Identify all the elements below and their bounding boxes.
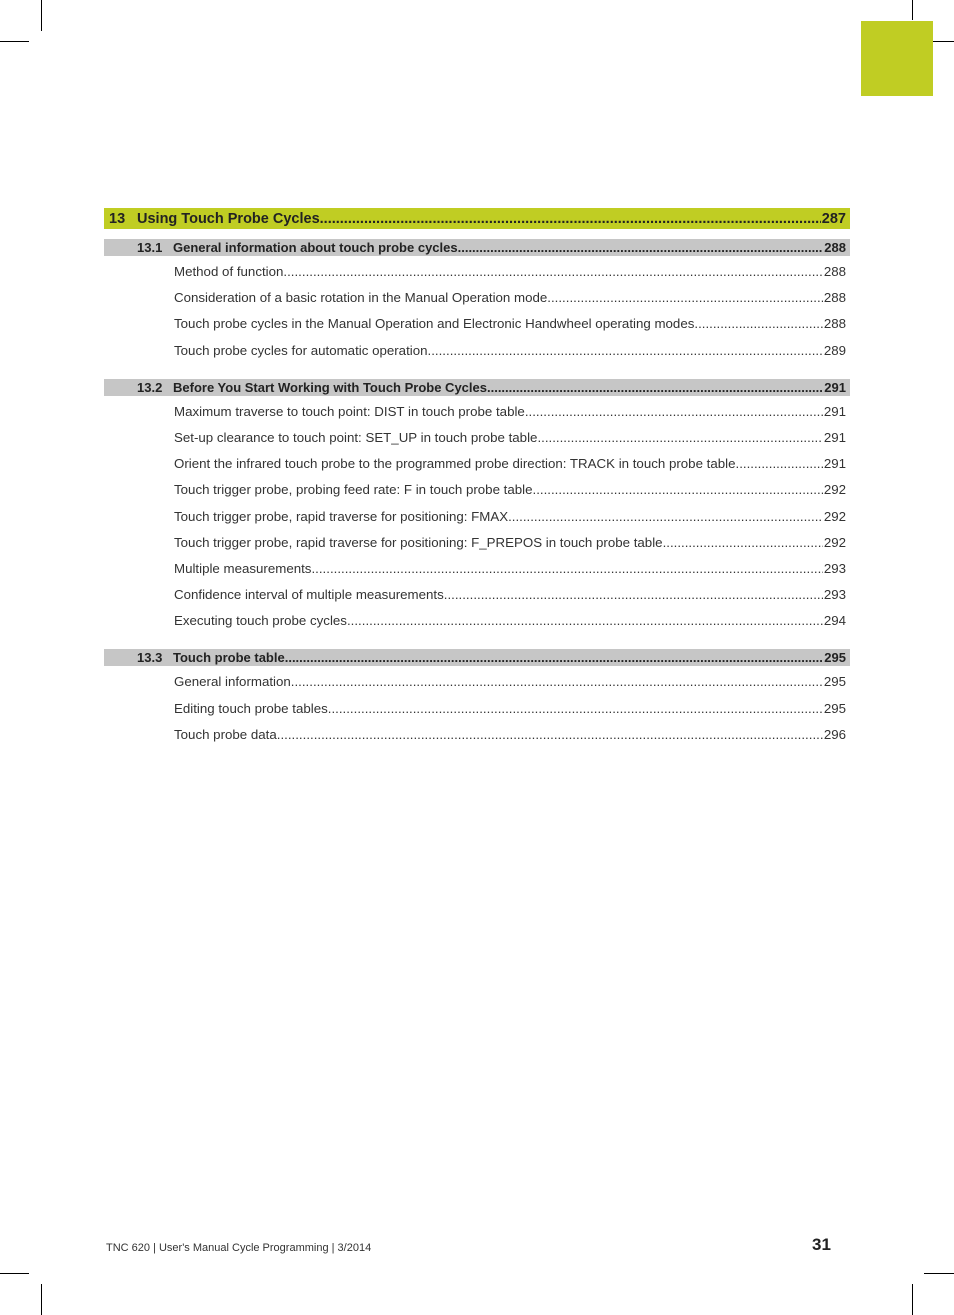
toc-entry[interactable]	[104, 482, 850, 508]
section-number: 13.2	[137, 379, 163, 395]
leader-dots	[428, 343, 823, 358]
leader-dots	[283, 264, 822, 279]
entry-title: Touch probe data	[174, 726, 277, 742]
crop-mark	[41, 1284, 42, 1315]
entry-title: Method of function	[174, 264, 284, 279]
entry-page: 289	[823, 342, 846, 358]
entry-page: 288	[823, 264, 846, 279]
crop-mark	[912, 0, 913, 20]
entry-page: 296	[823, 726, 846, 742]
entry-title: Multiple measurements	[174, 560, 312, 576]
entry-title: Executing touch probe cycles	[174, 613, 347, 629]
section-page: 288	[824, 240, 846, 255]
table-of-contents	[104, 208, 850, 753]
entry-title: Editing touch probe tables	[174, 700, 328, 716]
leader-dots	[277, 727, 823, 742]
toc-entry[interactable]	[104, 587, 850, 613]
section-page: 295	[824, 650, 846, 666]
leader-dots	[285, 650, 824, 665]
toc-entry[interactable]	[104, 701, 850, 727]
section-title: General information about touch probe cycles	[173, 240, 458, 255]
leader-dots	[533, 482, 823, 497]
crop-mark	[0, 41, 29, 42]
entry-page: 291	[823, 429, 846, 445]
toc-entry[interactable]	[104, 430, 850, 456]
section-number: 13.1	[137, 240, 163, 255]
toc-entry[interactable]	[104, 613, 850, 639]
entry-title: Touch trigger probe, probing feed rate: F in touch probe table	[174, 482, 533, 498]
chapter-heading[interactable]	[104, 208, 850, 229]
leader-dots	[311, 561, 822, 576]
section-page: 291	[824, 379, 846, 395]
crop-mark	[41, 0, 42, 31]
leader-dots	[694, 316, 822, 331]
entry-title: Touch probe cycles for automatic operation	[174, 342, 428, 358]
leader-dots	[525, 404, 823, 419]
toc-entry[interactable]	[104, 316, 850, 342]
entry-title: Set-up clearance to touch point: SET_UP in touch probe table	[174, 429, 538, 445]
chapter-page: 287	[821, 210, 846, 227]
toc-entry[interactable]	[104, 343, 850, 369]
entry-title: Confidence interval of multiple measurements	[174, 587, 444, 603]
crop-mark	[924, 1273, 954, 1274]
toc-entry[interactable]	[104, 561, 850, 587]
leader-dots	[291, 674, 823, 689]
toc-entry[interactable]	[104, 290, 850, 316]
leader-dots	[736, 456, 823, 471]
entry-page: 292	[823, 508, 846, 524]
section-title: Touch probe table	[173, 650, 285, 666]
page-number: 31	[812, 1235, 831, 1254]
leader-dots	[458, 240, 824, 255]
leader-dots	[320, 211, 821, 227]
entry-page: 291	[823, 456, 846, 472]
toc-entry[interactable]	[104, 535, 850, 561]
leader-dots	[537, 430, 822, 445]
entry-page: 293	[823, 587, 846, 603]
footer-text: TNC 620 | User's Manual Cycle Programming | 3/2014	[106, 1242, 372, 1254]
crop-mark	[912, 1284, 913, 1315]
entry-title: Touch probe cycles in the Manual Operation and Electronic Handwheel operating modes	[174, 316, 695, 332]
entry-title: Consideration of a basic rotation in the Manual Operation mode	[174, 290, 548, 306]
entry-page: 295	[823, 700, 846, 716]
leader-dots	[487, 380, 823, 395]
entry-page: 288	[823, 290, 846, 306]
entry-page: 292	[823, 534, 846, 550]
section-heading[interactable]	[104, 239, 850, 256]
toc-entry[interactable]	[104, 404, 850, 430]
chapter-title: Using Touch Probe Cycles	[137, 210, 320, 227]
leader-dots	[508, 509, 823, 524]
leader-dots	[663, 535, 823, 550]
entry-title: Touch trigger probe, rapid traverse for positioning: FMAX	[174, 508, 509, 524]
section-heading[interactable]	[104, 649, 850, 666]
entry-title: Touch trigger probe, rapid traverse for positioning: F_PREPOS in touch probe table	[174, 534, 663, 550]
toc-entry[interactable]	[104, 727, 850, 753]
entry-page: 295	[823, 674, 846, 690]
leader-dots	[547, 290, 823, 305]
entry-page: 292	[823, 482, 846, 498]
entry-title: General information	[174, 674, 291, 690]
leader-dots	[347, 613, 823, 628]
section-title: Before You Start Working with Touch Probe Cycles	[173, 379, 487, 395]
section-number: 13.3	[137, 650, 163, 666]
entry-page: 294	[823, 613, 846, 629]
toc-entry[interactable]	[104, 456, 850, 482]
toc-entry[interactable]	[104, 509, 850, 535]
leader-dots	[444, 587, 823, 602]
entry-title: Maximum traverse to touch point: DIST in touch probe table	[174, 403, 525, 419]
section-heading[interactable]	[104, 379, 850, 396]
toc-entry[interactable]	[104, 674, 850, 700]
entry-page: 293	[823, 560, 846, 576]
entry-page: 291	[823, 403, 846, 419]
toc-entry[interactable]	[104, 264, 850, 290]
entry-page: 288	[823, 316, 846, 332]
entry-title: Orient the infrared touch probe to the programmed probe direction: TRACK in touch probe table	[174, 456, 736, 472]
chapter-tab-marker	[861, 21, 933, 96]
chapter-number: 13	[109, 210, 126, 227]
crop-mark	[0, 1273, 29, 1274]
leader-dots	[328, 701, 823, 716]
